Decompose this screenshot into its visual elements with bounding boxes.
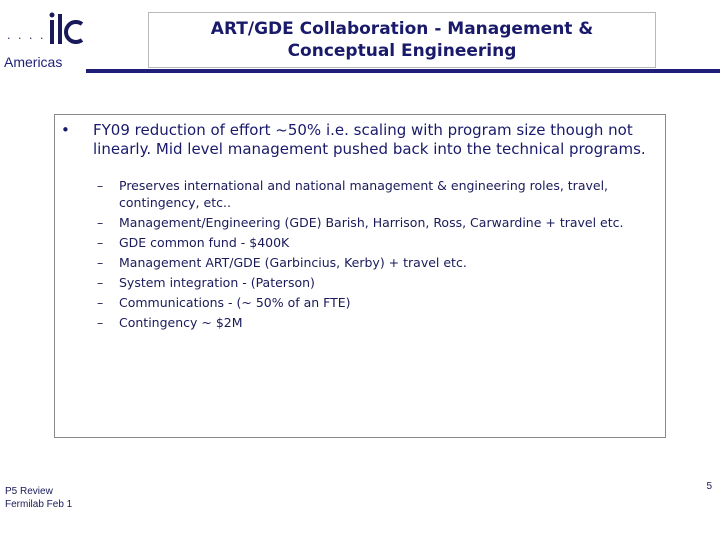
- sub-item-text: GDE common fund - $400K: [119, 235, 290, 250]
- sub-item-text: Management ART/GDE (Garbincius, Kerby) + travel etc.: [119, 255, 467, 270]
- sub-item-text: Management/Engineering (GDE) Barish, Harrison, Ross, Carwardine + travel etc.: [119, 215, 624, 230]
- sub-item: [97, 177, 657, 211]
- sub-item-marker: –: [97, 295, 104, 310]
- sub-item: [97, 214, 657, 231]
- sub-item-marker: –: [97, 178, 104, 193]
- footer-line-1: P5 Review: [5, 486, 53, 497]
- sub-item-text: System integration - (Paterson): [119, 275, 315, 290]
- content-box: [54, 114, 666, 438]
- footer: [5, 485, 72, 511]
- slide-title: [211, 18, 593, 62]
- sub-item: [97, 254, 657, 271]
- sub-item-text: Contingency ~ $2M: [119, 315, 243, 330]
- footer-line-2: Fermilab Feb 1: [5, 499, 73, 510]
- sub-item-marker: –: [97, 235, 104, 250]
- title-line-1: ART/GDE Collaboration - Management &: [210, 19, 594, 39]
- ilc-logo: [4, 8, 84, 74]
- bullet-marker: •: [61, 121, 70, 139]
- sub-item-text: Communications - (~ 50% of an FTE): [119, 295, 351, 310]
- title-box: [148, 12, 656, 68]
- header-rule: [86, 69, 720, 73]
- sub-item-marker: –: [97, 255, 104, 270]
- bullet-text: FY09 reduction of effort ~50% i.e. scaling with program size though not linearly. Mid level management pushed back into the technical programs.: [93, 121, 646, 158]
- sub-item: [97, 294, 657, 311]
- sub-item-text: Preserves international and national management & engineering roles, travel, contingency, etc..: [119, 178, 609, 210]
- title-line-2: Conceptual Engineering: [287, 41, 517, 61]
- sub-item-list: [97, 177, 657, 334]
- logo-region-label: Americas: [4, 54, 63, 70]
- sub-item: [97, 314, 657, 331]
- page-number: 5: [706, 481, 712, 492]
- sub-item: [97, 234, 657, 251]
- sub-item: [97, 274, 657, 291]
- sub-item-marker: –: [97, 275, 104, 290]
- sub-item-marker: –: [97, 315, 104, 330]
- sub-item-marker: –: [97, 215, 104, 230]
- ilc-logo-mark: [48, 12, 86, 50]
- logo-dots: . . . .: [7, 29, 46, 42]
